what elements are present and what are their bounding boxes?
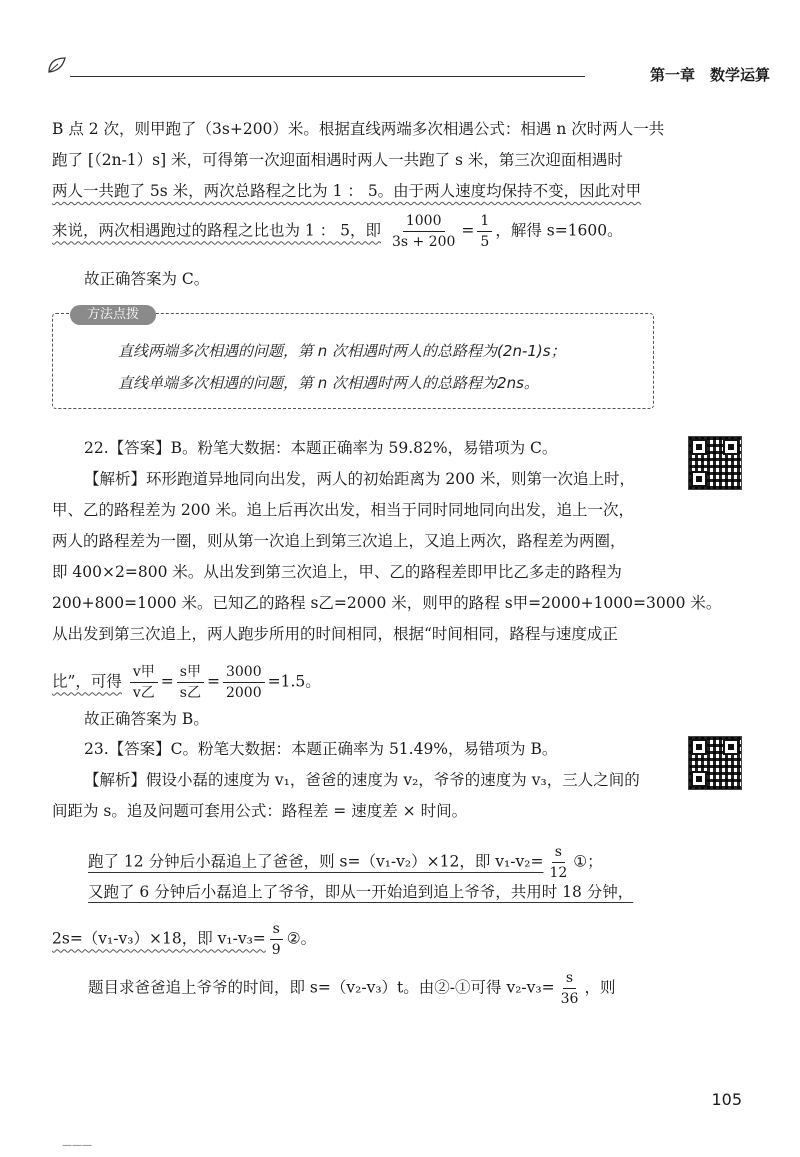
q22-line-5: 200+800=1000 米。已知乙的路程 s乙=2000 米，则甲的路程 s甲=2000+1000=3000 米。: [52, 594, 722, 612]
q23-line-3-text: 跑了 12 分钟后小磊追上了爸爸，则 s=（v₁-v₂）×12，即 v₁-v₂=: [88, 852, 544, 871]
q22-title: 22.【答案】B。粉笔大数据：本题正确率为 59.82%，易错项为 C。: [84, 439, 558, 457]
q22-answer: 故正确答案为 B。: [84, 710, 209, 728]
q23-line-6-text: 题目求爸爸追上爷爷的时间，即 s=（v₂-v₃）t。由②-①可得 v₂-v₃=: [88, 978, 555, 997]
q23-line-6: [88, 969, 615, 1008]
s21-line-4-text: 来说，两次相遇跑过的路程之比也为 1 ： 5，即: [52, 221, 382, 240]
q23-line-1: 【解析】假设小磊的速度为 v₁，爸爸的速度为 v₂，爷爷的速度为 v₃，三人之间的: [84, 771, 640, 789]
frac-num: s甲: [177, 663, 204, 683]
q22-line-3: 两人的路程差为一圈，则从第一次追上到第三次追上，又追上两次，路程差为两圈，: [52, 532, 626, 550]
frac-num: s: [552, 843, 565, 863]
q23-line-3: [88, 843, 603, 882]
fraction-1-5: [477, 212, 492, 251]
s21-line-1: B 点 2 次，则甲跑了（3s+200）米。根据直线两端多次相遇公式：相遇 n 次时两人一共: [52, 120, 665, 138]
footer-mark: ———: [62, 1140, 92, 1151]
eq-marker: ①；: [573, 852, 603, 871]
equals: =: [461, 221, 475, 240]
fraction-s: [177, 663, 204, 702]
solution-text: ，解得 s=1600。: [495, 221, 623, 240]
q22-line-2: 甲、乙的路程差为 200 米。追上后再次出发，相当于同时同地同向出发，追上一次，: [52, 501, 634, 519]
frac-num: s: [270, 920, 283, 940]
s21-line-2: 跑了 [（2n-1）s] 米，可得第一次迎面相遇时两人一共跑了 s 米，第三次迎面相遇时: [52, 151, 623, 169]
note-line-1: 直线两端多次相遇的问题，第 n 次相遇时两人的总路程为(2n-1)s；: [118, 342, 566, 360]
header-rule: [70, 76, 585, 77]
q23-line-2: 间距为 s。追及问题可套用公式：路程差 = 速度差 × 时间。: [52, 802, 468, 820]
q23-line-4: 又跑了 6 分钟后小磊追上了爷爷，即从一开始追到追上爷爷，共用时 18 分钟，: [88, 883, 634, 901]
fraction-s-12: [546, 843, 570, 882]
q23-line-5-text: 2s=（v₁-v₃）×18，即 v₁-v₃=: [52, 929, 266, 948]
frac-num: 1: [477, 212, 492, 232]
frac-den: 2000: [225, 685, 262, 701]
frac-num: 3000: [223, 663, 265, 683]
q22-line-6: 从出发到第三次追上，两人跑步所用的时间相同，根据“时间相同，路程与速度成正: [52, 625, 618, 643]
q22-line-7-text: 比”，可得: [52, 672, 122, 691]
frac-den: v乙: [132, 685, 155, 701]
fraction-s-9: [269, 920, 284, 959]
fraction-v: [130, 663, 158, 702]
frac-den: 5: [480, 234, 490, 250]
frac-num: 1000: [403, 212, 445, 232]
leaf-logo-icon: [46, 54, 68, 76]
fraction-3000: [223, 663, 265, 702]
note-line-2: 直线单端多次相遇的问题，第 n 次相遇时两人的总路程为2ns。: [118, 374, 539, 392]
frac-num: s: [563, 969, 576, 989]
s21-line-3: 两人一共跑了 5s 米，两次总路程之比为 1 ： 5。由于两人速度均保持不变，因此对甲: [52, 182, 642, 200]
frac-den: 9: [271, 942, 281, 958]
frac-den: s乙: [179, 685, 201, 701]
q22-line-4: 即 400×2=800 米。从出发到第三次追上，甲、乙的路程差即甲比乙多走的路程为: [52, 563, 622, 581]
ratio-result: =1.5。: [267, 672, 321, 691]
chapter-title: 第一章 数学运算: [649, 66, 770, 84]
continuation-text: ，则: [584, 978, 616, 997]
frac-den: 12: [549, 865, 568, 881]
frac-den: 3s + 200: [391, 234, 456, 250]
note-tag: 方法点拨: [70, 305, 156, 325]
q23-title: 23.【答案】C。粉笔大数据：本题正确率为 51.49%，易错项为 B。: [84, 740, 558, 758]
qr-code-icon[interactable]: [688, 436, 742, 490]
s21-line-4: [52, 212, 623, 251]
s21-answer: 故正确答案为 C。: [84, 270, 210, 288]
page-number: 105: [711, 1090, 742, 1109]
frac-num: v甲: [130, 663, 158, 683]
fraction-1000: [389, 212, 458, 251]
q22-line-1: 【解析】环形跑道异地同向出发，两人的初始距离为 200 米，则第一次追上时，: [84, 470, 635, 488]
q23-line-5: [52, 920, 316, 959]
qr-code-icon[interactable]: [688, 736, 742, 790]
eq-marker: ②。: [286, 929, 317, 948]
frac-den: 36: [560, 991, 579, 1007]
fraction-s-36: [558, 969, 582, 1008]
q22-line-7: 比”，可得 $\frac{\text{v甲}}{\text{v乙}}$ = $\frac{\text{s甲}}{\text{s乙}}$ = $\frac{3000}{2000}$ =1.5。: [52, 664, 321, 701]
